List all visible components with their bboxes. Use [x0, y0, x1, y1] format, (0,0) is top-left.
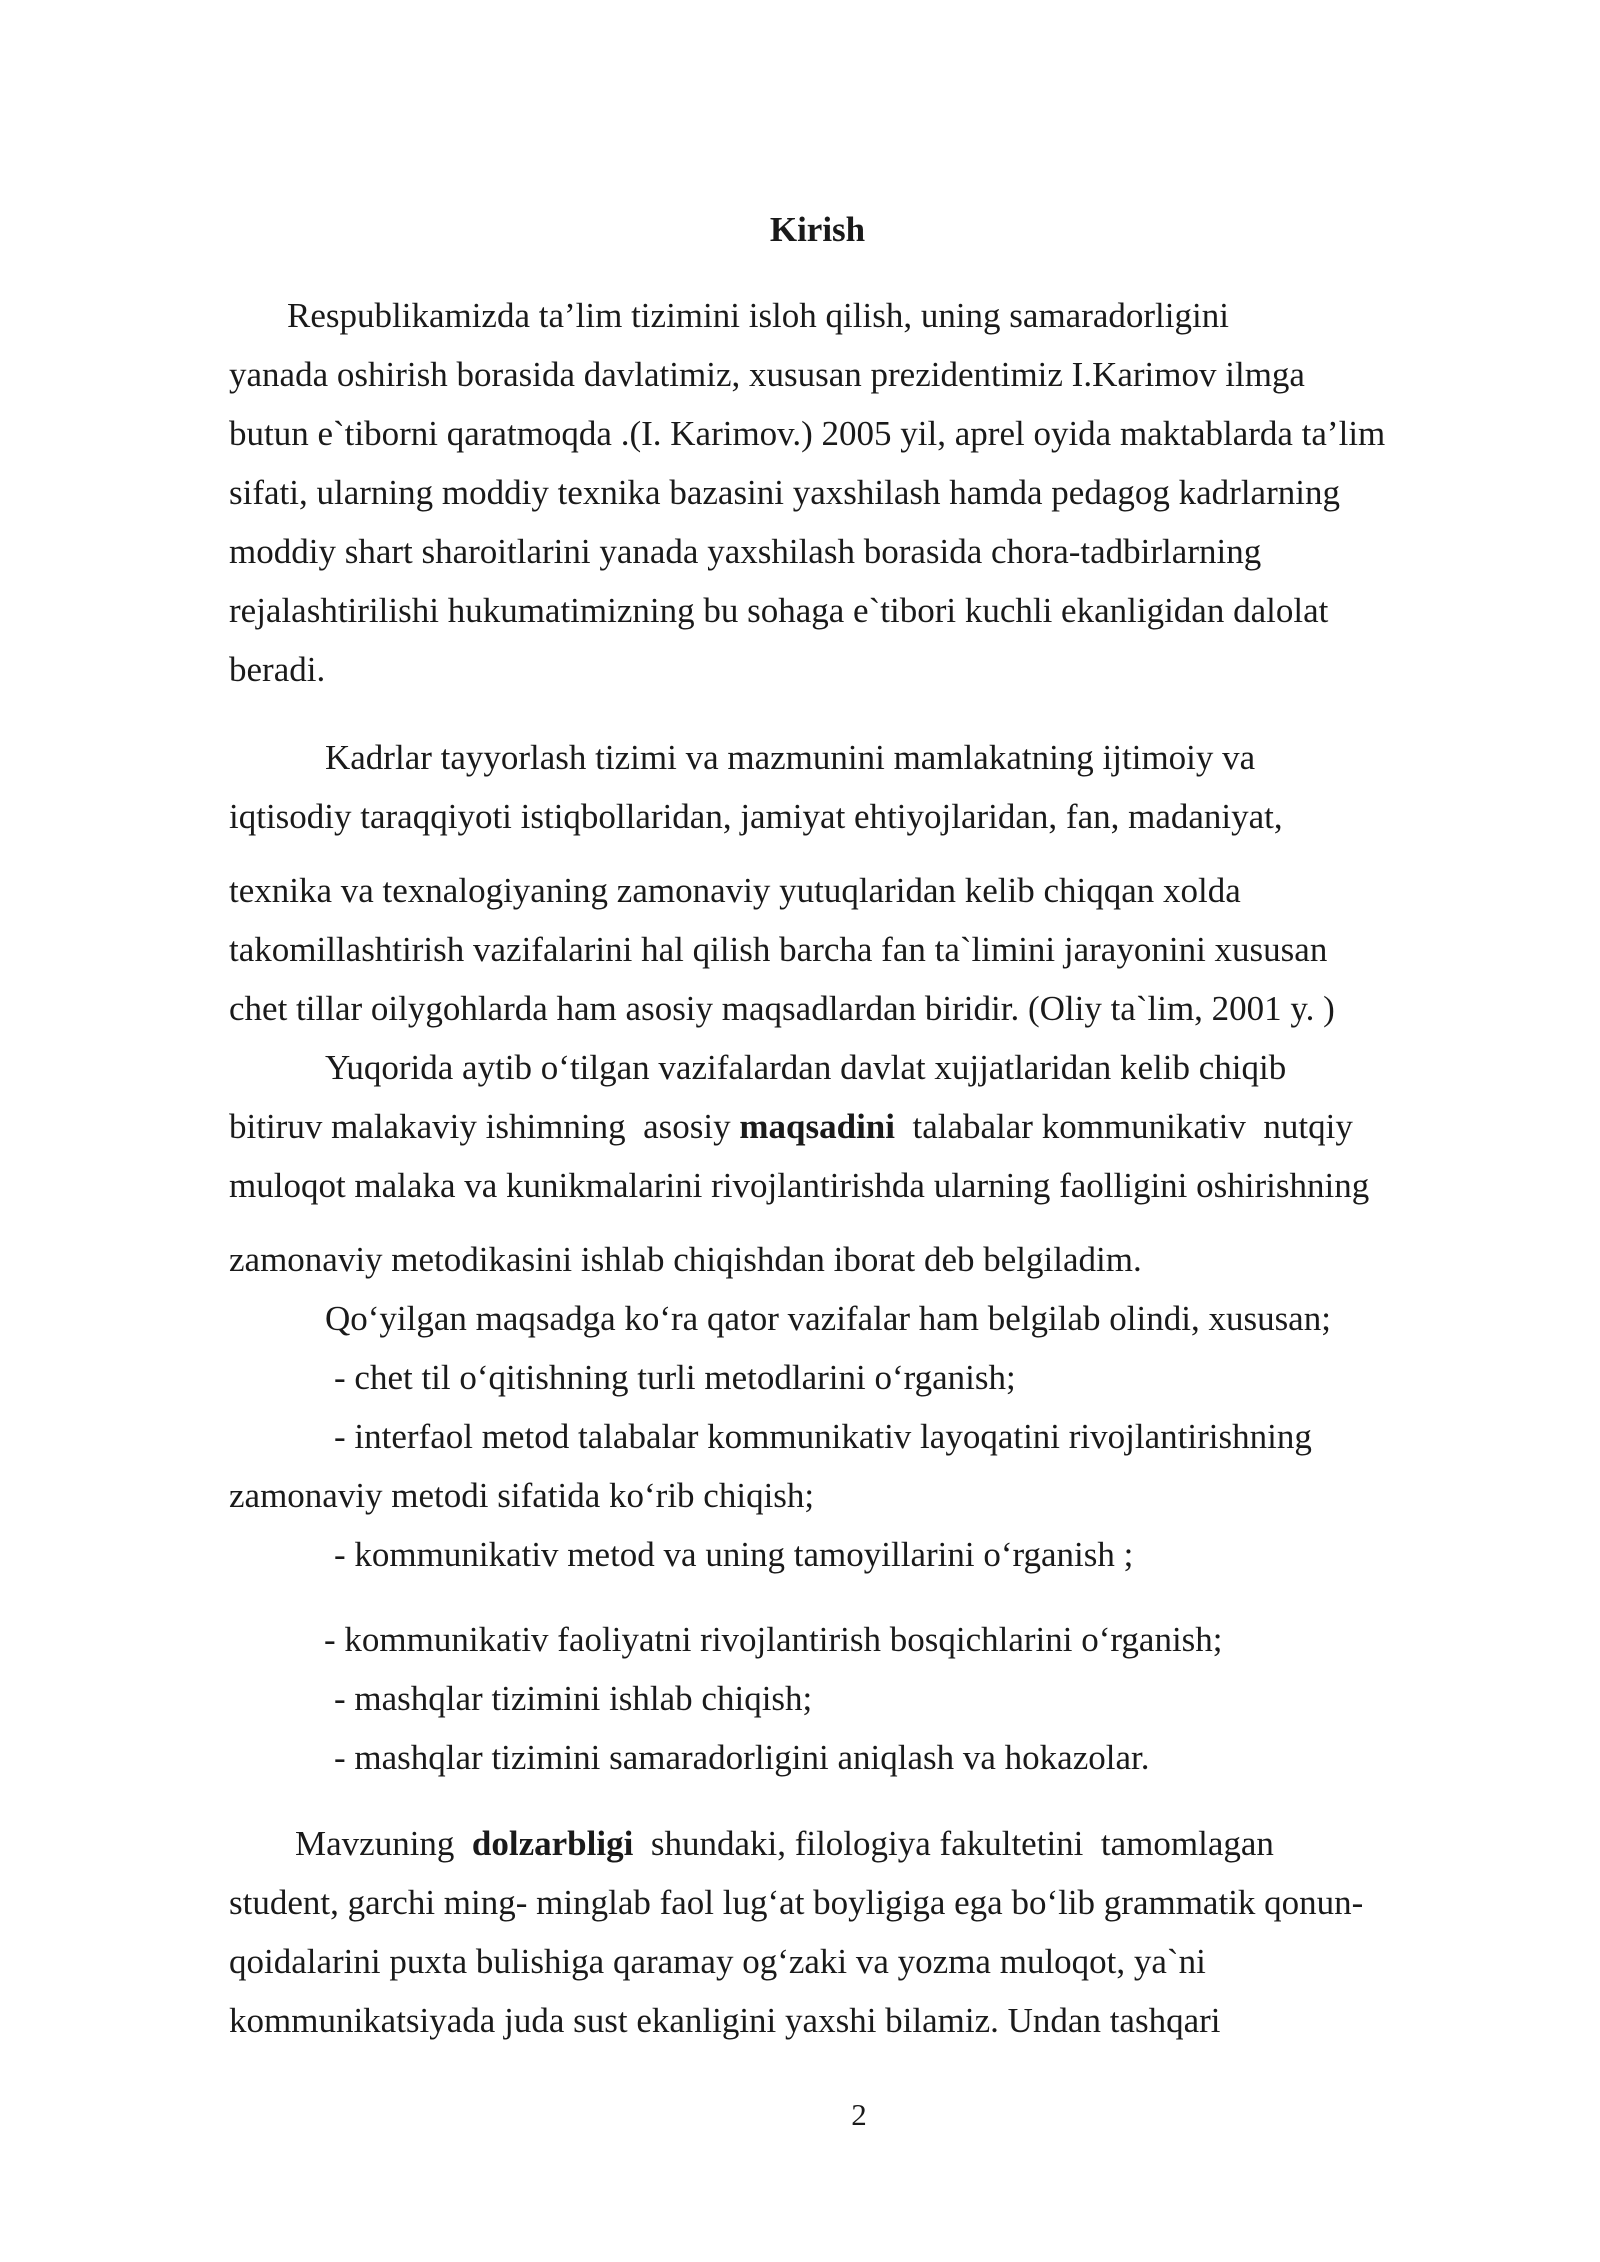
paragraph-2-line-5: chet tillar oilygohlarda ham asosiy maqsadlardan biridir. (Oliy ta`lim, 2001 y. ) [229, 989, 1335, 1028]
task-item-5: - mashqlar tizimini ishlab chiqish; [334, 1679, 813, 1718]
paragraph-1-line-4: sifati, ularning moddiy texnika bazasini yaxshilash hamda pedagog kadrlarning [229, 473, 1340, 512]
paragraph-2-line-4: takomillashtirish vazifalarini hal qilish barcha fan ta`limini jarayonini xususan [229, 930, 1328, 969]
paragraph-1-line-5: moddiy shart sharoitlarini yanada yaxshilash borasida chora-tadbirlarning [229, 532, 1262, 571]
emphasis-dolzarbligi: dolzarbligi [471, 1824, 634, 1863]
paragraph-1-line-7: beradi. [229, 650, 326, 689]
task-item-2-line-1: - interfaol metod talabalar kommunikativ layoqatini rivojlantirishning [334, 1417, 1312, 1456]
paragraph-3-line-2-end: talabalar kommunikativ nutqiy [895, 1107, 1353, 1146]
paragraph-3-line-2-start: bitiruv malakaviy ishimning asosiy [229, 1107, 740, 1146]
paragraph-2-line-2: iqtisodiy taraqqiyoti istiqbollaridan, jamiyat ehtiyojlaridan, fan, madaniyat, [229, 797, 1283, 836]
paragraph-3-line-1: Yuqorida aytib o‘tilgan vazifalardan davlat xujjatlaridan kelib chiqib [325, 1048, 1287, 1087]
paragraph-5-line-1-end: shundaki, filologiya fakultetini tamomlagan [633, 1824, 1274, 1863]
emphasis-maqsadini: maqsadini [739, 1107, 895, 1146]
paragraph-5-line-1 [295, 1819, 1274, 1869]
task-item-2-line-2: zamonaviy metodi sifatida ko‘rib chiqish; [229, 1476, 815, 1515]
page-title: Kirish [769, 210, 866, 249]
paragraph-1-line-6: rejalashtirilishi hukumatimizning bu sohaga e`tibori kuchli ekanligidan dalolat [229, 591, 1329, 630]
paragraph-3-line-4: zamonaviy metodikasini ishlab chiqishdan iborat deb belgiladim. [229, 1240, 1142, 1279]
paragraph-3-line-3: muloqot malaka va kunikmalarini rivojlantirishda ularning faolligini oshirishning [229, 1166, 1370, 1205]
task-item-1: - chet til o‘qitishning turli metodlarini o‘rganish; [334, 1358, 1016, 1397]
paragraph-1-line-3: butun e`tiborni qaratmoqda .(I. Karimov.) 2005 yil, aprel oyida maktablarda ta’lim [229, 414, 1386, 453]
tasks-intro: Qo‘yilgan maqsadga ko‘ra qator vazifalar ham belgilab olindi, xususan; [325, 1299, 1331, 1338]
page-number: 2 [851, 2097, 867, 2132]
task-item-6: - mashqlar tizimini samaradorligini aniqlash va hokazolar. [334, 1738, 1150, 1777]
paragraph-1-line-1: Respublikamizda ta’lim tizimini isloh qilish, uning samaradorligini [287, 296, 1229, 335]
paragraph-5-line-1-start: Mavzuning [295, 1824, 472, 1863]
paragraph-2-line-1: Kadrlar tayyorlash tizimi va mazmunini mamlakatning ijtimoiy va [325, 738, 1256, 777]
task-item-3: - kommunikativ metod va uning tamoyillarini o‘rganish ; [334, 1535, 1134, 1574]
task-item-4: - kommunikativ faoliyatni rivojlantirish bosqichlarini o‘rganish; [324, 1620, 1223, 1659]
paragraph-2-line-3: texnika va texnalogiyaning zamonaviy yutuqlaridan kelib chiqqan xolda [229, 871, 1241, 910]
paragraph-5-line-3: qoidalarini puxta bulishiga qaramay og‘zaki va yozma muloqot, ya`ni [229, 1942, 1206, 1981]
paragraph-3-line-2 [229, 1102, 1353, 1152]
paragraph-5-line-4: kommunikatsiyada juda sust ekanligini yaxshi bilamiz. Undan tashqari [229, 2001, 1221, 2040]
paragraph-1-line-2: yanada oshirish borasida davlatimiz, xususan prezidentimiz I.Karimov ilmga [229, 355, 1305, 394]
paragraph-5-line-2: student, garchi ming- minglab faol lug‘at boyligiga ega bo‘lib grammatik qonun- [229, 1883, 1364, 1922]
